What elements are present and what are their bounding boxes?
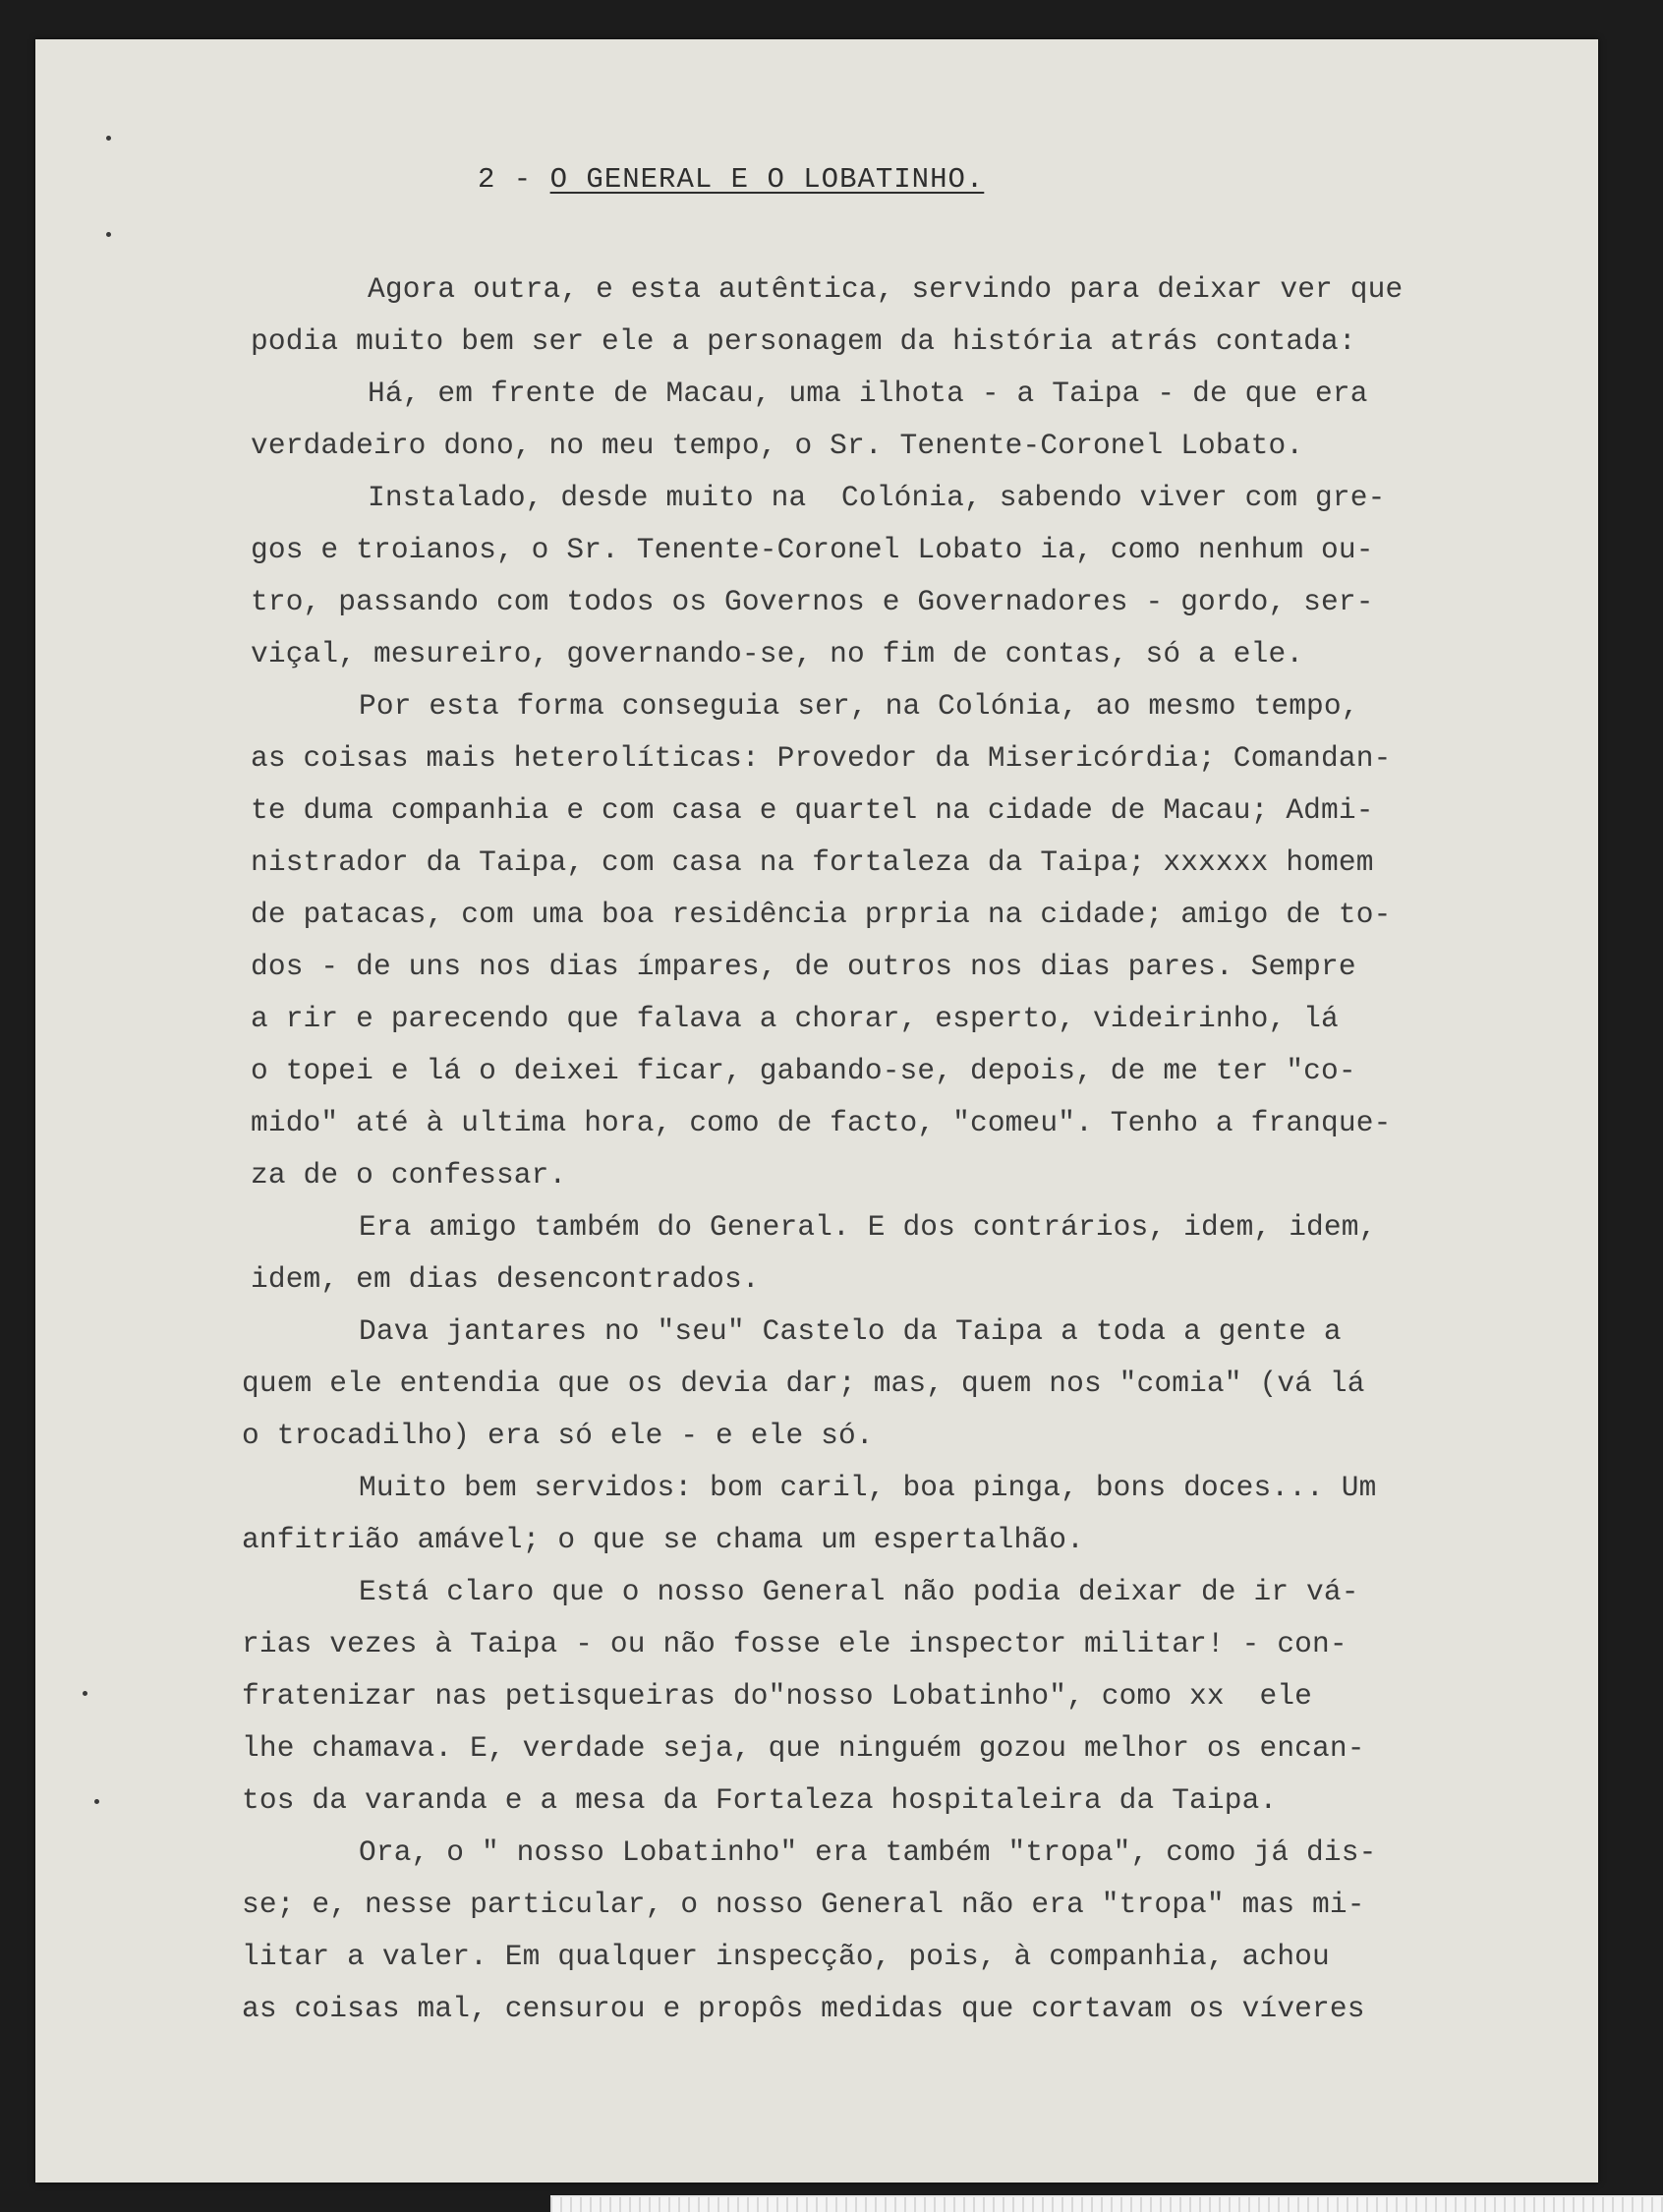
punch-hole-mark [106,232,111,237]
text-line: o topei e lá o deixei ficar, gabando-se, depois, de me ter "co- [251,1054,1356,1087]
text-line: de patacas, com uma boa residência prpria na cidade; amigo de to- [251,898,1392,931]
scan-ruler [550,2195,1663,2212]
text-line: Agora outra, e esta autêntica, servindo para deixar ver que [368,272,1404,306]
text-line: se; e, nesse particular, o nosso General não era "tropa" mas mi- [242,1888,1365,1921]
text-line: podia muito bem ser ele a personagem da história atrás contada: [251,324,1356,358]
heading-title: O GENERAL E O LOBATINHO. [549,163,985,196]
text-line: lhe chamava. E, verdade seja, que ninguém gozou melhor os encan- [242,1731,1365,1765]
text-line: o trocadilho) era só ele - e ele só. [242,1419,874,1452]
text-line: te duma companhia e com casa e quartel na cidade de Macau; Admi- [251,793,1374,827]
text-line: anfitrião amável; o que se chama um espertalhão. [242,1523,1084,1556]
text-line: Por esta forma conseguia ser, na Colónia, ao mesmo tempo, [359,689,1359,723]
text-line: tos da varanda e a mesa da Fortaleza hospitaleira da Taipa. [242,1783,1278,1817]
text-line: Instalado, desde muito na Colónia, sabendo viver com gre- [368,481,1386,514]
punch-hole-mark [94,1799,99,1804]
text-line: za de o confessar. [251,1158,567,1192]
text-line: viçal, mesureiro, governando-se, no fim de contas, só a ele. [251,637,1304,670]
text-line: Dava jantares no "seu" Castelo da Taipa a toda a gente a [359,1314,1342,1348]
text-line: litar a valer. Em qualquer inspecção, pois, à companhia, achou [242,1940,1330,1973]
section-heading [478,163,984,196]
text-line: Muito bem servidos: bom caril, boa pinga, bons doces... Um [359,1471,1377,1504]
text-line: Era amigo também do General. E dos contrários, idem, idem, [359,1210,1377,1244]
text-line: as coisas mais heterolíticas: Provedor da Misericórdia; Comandan- [251,741,1392,775]
text-line: gos e troianos, o Sr. Tenente-Coronel Lobato ia, como nenhum ou- [251,533,1374,566]
document-page [35,39,1598,2183]
text-line: idem, em dias desencontrados. [251,1262,760,1296]
text-line: Está claro que o nosso General não podia deixar de ir vá- [359,1575,1359,1608]
text-line: verdadeiro dono, no meu tempo, o Sr. Tenente-Coronel Lobato. [251,429,1304,462]
text-line: fratenizar nas petisqueiras do"nosso Lobatinho", como xx ele [242,1679,1313,1713]
punch-hole-mark [106,136,111,141]
text-line: quem ele entendia que os devia dar; mas, quem nos "comia" (vá lá [242,1367,1365,1400]
text-line: rias vezes à Taipa - ou não fosse ele inspector militar! - con- [242,1627,1348,1660]
text-line: tro, passando com todos os Governos e Governadores - gordo, ser- [251,585,1374,618]
text-line: Há, em frente de Macau, uma ilhota - a Taipa - de que era [368,377,1368,410]
text-line: mido" até à ultima hora, como de facto, "comeu". Tenho a franque- [251,1106,1392,1139]
text-line: dos - de uns nos dias ímpares, de outros nos dias pares. Sempre [251,950,1356,983]
heading-number: 2 - [478,163,533,196]
text-line: Ora, o " nosso Lobatinho" era também "tropa", como já dis- [359,1835,1377,1869]
punch-hole-mark [83,1691,87,1696]
text-line: as coisas mal, censurou e propôs medidas que cortavam os víveres [242,1992,1365,2025]
text-line: nistrador da Taipa, com casa na fortaleza da Taipa; xxxxxx homem [251,845,1374,879]
text-line: a rir e parecendo que falava a chorar, esperto, videirinho, lá [251,1002,1339,1035]
